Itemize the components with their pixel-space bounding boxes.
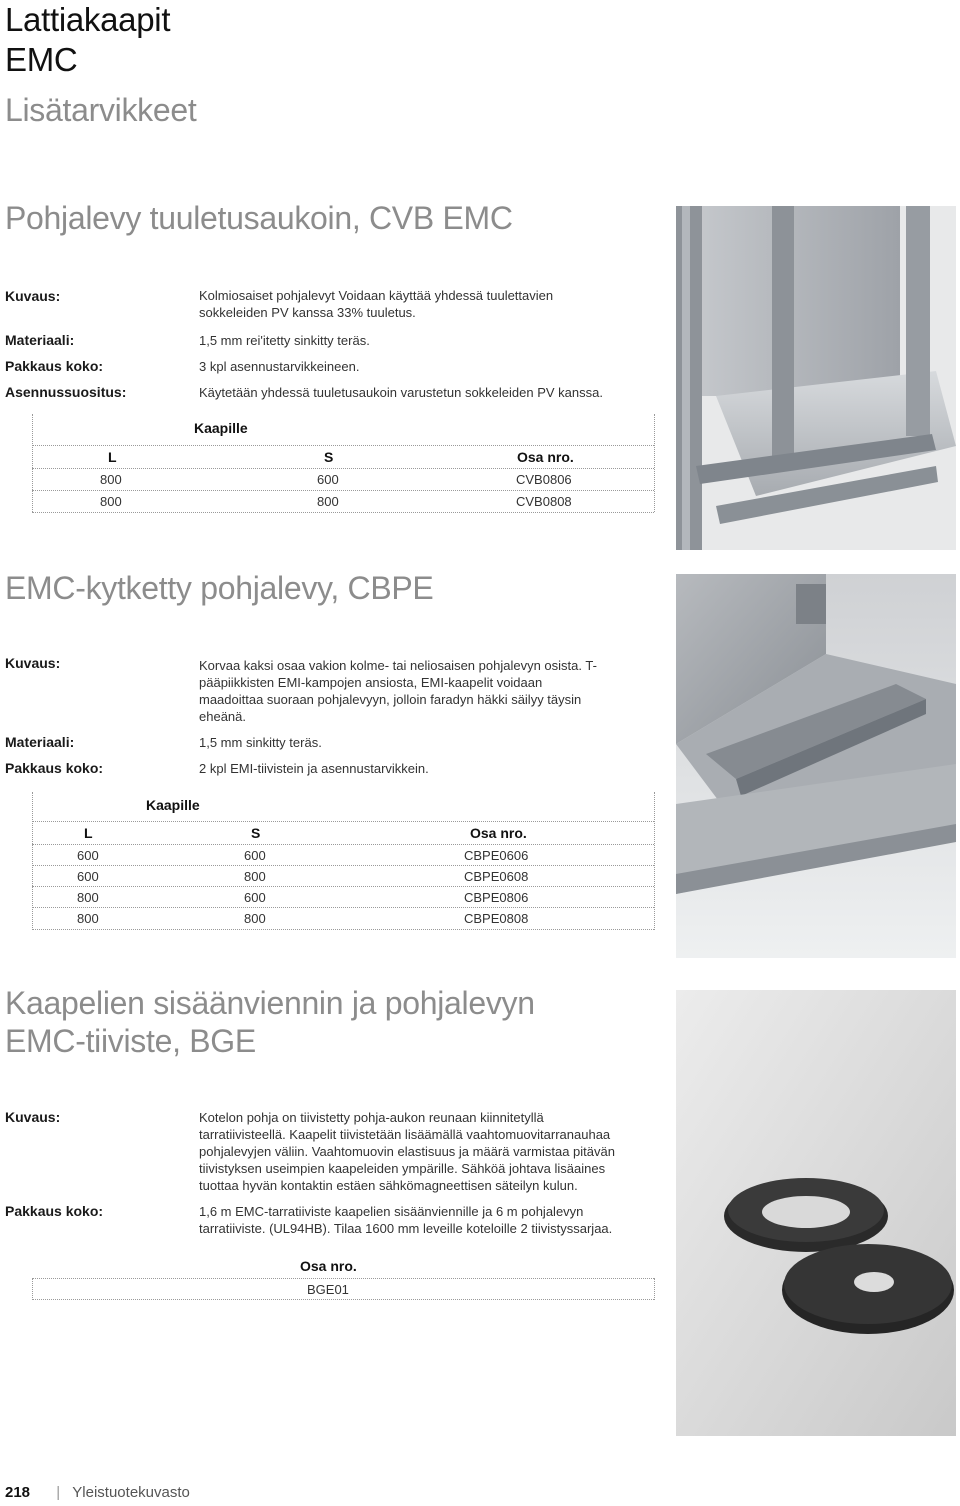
cell-l: 600 xyxy=(77,869,99,884)
table-row xyxy=(32,469,654,490)
page-subtitle: Lisätarvikkeet xyxy=(5,92,197,128)
cell-s: 600 xyxy=(317,472,339,487)
table-row xyxy=(32,845,654,866)
page-number: 218 xyxy=(5,1484,31,1501)
field-value-description: Korvaa kaksi osaa vakion kolme- tai neliosaisen pohjalevyn osista. T-pääpiikkisten EMI-kampojen ansiosta, EMI-kaapelit voidaan maadoittaa suoraan pohjalevyyn, jolloin faradyn häkki säilyy täysin eheänä. xyxy=(199,658,597,724)
product-table-cvb xyxy=(32,414,654,512)
column-header-l: L xyxy=(108,449,117,465)
page-footer xyxy=(5,1484,190,1501)
cell-s: 800 xyxy=(244,911,266,926)
field-value-material: 1,5 mm rei'itetty sinkitty teräs. xyxy=(199,333,370,348)
field-label-package: Pakkaus koko: xyxy=(5,760,104,776)
catalog-name: Yleistuotekuvasto xyxy=(72,1484,190,1501)
field-value-material: 1,5 mm sinkitty teräs. xyxy=(199,735,322,750)
field-label-installation: Asennussuositus: xyxy=(5,384,127,400)
table-caption: Kaapille xyxy=(194,420,248,436)
section-title-bge-line2: EMC-tiiviste, BGE xyxy=(5,1023,256,1059)
cell-part: CVB0808 xyxy=(516,494,572,509)
cell-s: 600 xyxy=(244,848,266,863)
field-value-package: 1,6 m EMC-tarratiiviste kaapelien sisäänviennille ja 6 m pohjalevyn tarratiiviste. (UL94HB). Tilaa 1600 mm leveille koteloille 2 tiivistyssarjaa. xyxy=(199,1204,613,1236)
cbpe-product-image xyxy=(676,574,956,958)
table-caption: Kaapille xyxy=(146,797,200,813)
cell-part: CBPE0808 xyxy=(464,911,529,926)
table-row xyxy=(32,908,654,929)
cell-part: CVB0806 xyxy=(516,472,572,487)
column-header-s: S xyxy=(324,449,334,465)
field-label-material: Materiaali: xyxy=(5,332,75,348)
column-header-part: Osa nro. xyxy=(517,449,574,465)
field-label-material: Materiaali: xyxy=(5,734,75,750)
field-value-installation: Käytetään yhdessä tuuletusaukoin varustetun sokkeleiden PV kanssa. xyxy=(199,385,603,400)
column-header-part: Osa nro. xyxy=(300,1258,357,1274)
cell-l: 800 xyxy=(100,472,122,487)
field-label-package: Pakkaus koko: xyxy=(5,358,104,374)
section-title-bge-line1: Kaapelien sisäänviennin ja pohjalevyn xyxy=(5,985,535,1021)
field-value-package: 2 kpl EMI-tiivistein ja asennustarvikkein. xyxy=(199,761,429,776)
column-header-part: Osa nro. xyxy=(470,825,527,841)
field-value-description: Kolmiosaiset pohjalevyt Voidaan käyttää yhdessä tuulettavien sokkeleiden PV kanssa 33% tuuletus. xyxy=(199,288,554,320)
cell-s: 800 xyxy=(317,494,339,509)
cell-l: 800 xyxy=(77,911,99,926)
cell-part: CBPE0608 xyxy=(464,869,529,884)
cell-part: CBPE0606 xyxy=(464,848,529,863)
table-row xyxy=(32,1279,654,1300)
section-title-cvb: Pohjalevy tuuletusaukoin, CVB EMC xyxy=(5,200,513,236)
column-header-l: L xyxy=(84,825,93,841)
product-table-cbpe xyxy=(32,792,654,930)
page-title-line2: EMC xyxy=(5,41,78,78)
cell-l: 800 xyxy=(100,494,122,509)
cell-part: BGE01 xyxy=(307,1282,349,1297)
table-row xyxy=(32,491,654,512)
field-value-description: Kotelon pohja on tiivistetty pohja-aukon reunaan kiinnitetyllä tarratiivisteellä. Kaapelit tiivistetään lisäämällä vaahtomuovitarranauhaa pohjalevyjen väliin. Vaahtomuovin elastisuus ja määrä varmistaa pitävän tiivistyksen useimpien kaapeleiden ympärille. Sähköä johtava lisäaines tuottaa hyvän kontaktin estäen sähkömagneettisen säteilyn kulun. xyxy=(199,1110,615,1193)
field-label-description: Kuvaus: xyxy=(5,655,61,671)
cvb-product-image xyxy=(676,206,956,550)
field-label-package: Pakkaus koko: xyxy=(5,1203,104,1219)
cell-part: CBPE0806 xyxy=(464,890,529,905)
table-row xyxy=(32,887,654,908)
bge-product-image xyxy=(676,990,956,1436)
cell-l: 600 xyxy=(77,848,99,863)
field-label-description: Kuvaus: xyxy=(5,288,61,304)
product-table-bge xyxy=(32,1253,654,1300)
cell-s: 800 xyxy=(244,869,266,884)
footer-separator: | xyxy=(56,1484,61,1501)
field-value-package: 3 kpl asennustarvikkeineen. xyxy=(199,359,360,374)
column-header-s: S xyxy=(251,825,261,841)
page-title-line1: Lattiakaapit xyxy=(5,1,171,38)
field-label-description: Kuvaus: xyxy=(5,1109,61,1125)
section-title-cbpe: EMC-kytketty pohjalevy, CBPE xyxy=(5,570,434,606)
cell-l: 800 xyxy=(77,890,99,905)
cell-s: 600 xyxy=(244,890,266,905)
table-row xyxy=(32,866,654,887)
